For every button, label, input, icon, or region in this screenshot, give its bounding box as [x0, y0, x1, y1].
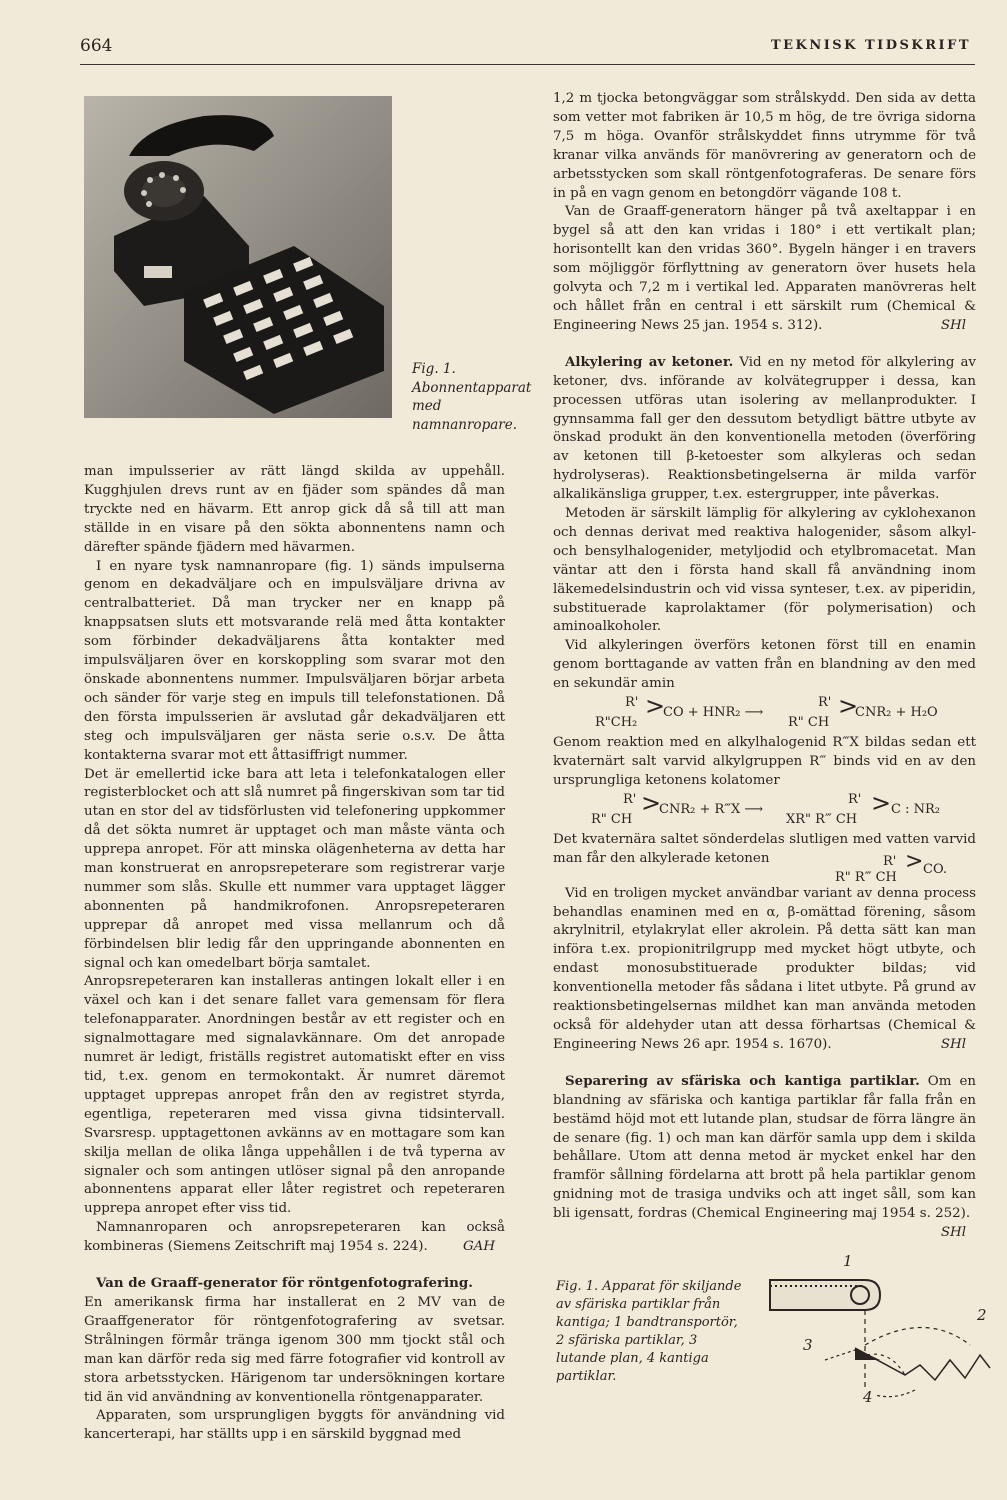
paragraph: Namnanroparen och anropsrepeteraren kan också kombineras (Siemens Zeitschrift maj 1954 s. 224). GAH [84, 1219, 505, 1257]
author-signature: GAH [462, 1239, 495, 1255]
label-1: 1 [843, 1252, 853, 1270]
paragraph: Anropsrepeteraren kan installeras antingen lokalt eller i en växel och kan i det senare fallet vara gemensam för flera telefonapparater. Anordningen består av ett register och en signalmottagare med signalavkännare. Om det anropade numret är ledigt, friställs registret automatiskt efter en viss tid, t.ex. genom en termokontakt. Är numret däremot upptaget upprepas anropet från den av registret styrda, egentliga, repeteraren med vissa givna tidsintervall. Svarsresp. upptagettonen avkänns av en mottagare som kan skilja mellan de olika långa uppehållen i de två typerna av signaler och som antingen utlöser signal på den anropande abonnentens apparat eller låter registret och repeteraren upprepa anropet efter viss tid. [84, 974, 505, 1217]
formula-quaternary-salt: R' R" CH > CNR₂ + R‴X ⟶ R' XR" R‴ CH > C : NR₂ [591, 788, 940, 827]
paragraph: Vid en troligen mycket användbar variant av denna process behandlas enaminen med en α, β-omättad förening, såsom akrylnitril, etylakrylat eller akrolein. På detta sätt kan man införa t.ex. propionitrilgrupp med mycket högt utbyte, och endast monosubstituerade produkter bildas; vid konventionella metoder fås sådana i litet utbyte. På grund av reaktionsbetingelsernas mildhet kan man använda metoden också för aldehyder utan att dessa förhartsas (Chemical & Engineering News 26 apr. 1954 s. 1670). SHl [553, 885, 976, 1055]
paragraph: 1,2 m tjocka betongväggar som strålskydd. Den sida av detta som vetter mot fabriken är 10,5 m hög, de tre övriga sidorna 7,5 m höga. Ovanför strålskyddet finns utrymme för två kranar vilka används för manövrering av generatorn och de arbetsstycken som skall röntgenfotograferas. De senare förs in på en vagn genom en betongdörr vägande 108 t. [553, 91, 976, 201]
author-signature: SHl [940, 317, 966, 333]
paragraph: Metoden är särskilt lämplig för alkylering av cyklohexanon och dennas derivat med reaktiva halogenider, såsom alkyl- och bensylhalogenider, metyljodid och etylbromacetat. Man väntar att den i första hand skall få användning inom läkemedelsindustrin och vid vissa synteser, t.ex. av piperidin, substituerade kaprolaktamer (för polymerisation) och aminoalkoholer. [553, 506, 976, 635]
figure-caption: Fig. 1. Apparat för skiljande av sfäriska partiklar från kantiga; 1 bandtransportör, 2 sfäriska partiklar, 3 lutande plan, 4 kantiga partiklar. [556, 1279, 742, 1384]
label-3: 3 [803, 1336, 813, 1354]
article-lead: Separering av sfäriska och kantiga partiklar. Om en blandning av sfäriska och kantiga partiklar får falla från en bestämd höjd mot ett lutande plan, studsar de förra längre än de senare (fig. 1) och man kan därför samla upp dem i skilda behållare. Utom att denna metod är mycket enkel har den framför sållning fördelarna att brott på hela partiklar genom gnidning mot de trasiga undviks och att inget såll, som kan bli igensatt, fordras (Chemical Engineering maj 1954 s. 252). SHl [553, 1072, 976, 1224]
paragraph: Genom reaktion med en alkylhalogenid R‴X bildas sedan ett kvaternärt salt varvid alkylgruppen R‴ binds vid en av den ursprungliga ketonens kolatomer [553, 735, 976, 788]
right-column [553, 90, 976, 1243]
paragraph: Apparaten, som ursprungligen byggts för användning vid kancerterapi, har ställts upp i en särskild byggnad med [84, 1408, 505, 1443]
formula-alkylated-ketone: R' R" R‴ CH > CO. [835, 848, 947, 885]
figure-caption: Fig. 1. Abonnentapparat med namnanropare. [412, 361, 532, 433]
left-column [84, 463, 505, 1445]
paragraph: Det är emellertid icke bara att leta i telefonkatalogen eller registerblocket och att slå numret på fingerskivan som tar tid utan en stor del av tidsförlusten vid telefonering uppkommer då det sökta numret är upptaget och man måste vänta och upprepa anropet. För att minska olägenheterna av detta har man konstruerat en anropsrepeterare som registrerar varje nummer som slås. Skulle ett nummer vara upptaget lägger abonnenten på handmikrofonen. Anropsrepeteraren upprepar då anropet med vissa mellanrum och då förbindelsen blir ledig får den uppringande abonnenten en signal och kan omedelbart börja samtalet. [84, 766, 505, 971]
formula-enamine: R' R"CH₂ > CO + HNR₂ ⟶ R' R" CH > CNR₂ + H₂O [595, 692, 938, 731]
article-heading: Separering av sfäriska och kantiga partiklar. [565, 1072, 920, 1089]
paragraph: man impulsserier av rätt längd skilda av uppehåll. Kugghjulen drevs runt av en fjäder som spändes då man tryckte ned en hävarm. Ett anrop gick då så till att man ställde in en visare på den sökta abonnentens namn och därefter spände fjädern med hävarmen. [84, 464, 505, 555]
label-2: 2 [977, 1306, 987, 1324]
paragraph: I en nyare tysk namnanropare (fig. 1) sänds impulserna genom en dekadväljare och en impulsväljare drivna av centralbatteriet. Då man trycker ner en knapp på knappsatsen sluts ett motsvarande relä med åtta kontakter som förbinder dekadväljarens åtta kontakter med impulsväljaren över en korskoppling som svarar mot den önskade abonnentens nummer. Impulsväljaren börjar arbeta och sänder för varje steg en impuls till telefonstationen. Då den första impulsserien är avslutad går dekadväljaren ett steg och impulsväljaren ger nästa serie o.s.v. De åtta kontakterna svarar mot ett åttasiffrigt nummer. [84, 558, 505, 763]
article-heading: Alkylering av ketoner. [565, 353, 734, 370]
separator-diagram [755, 1250, 995, 1405]
paragraph: Det kvaternära saltet sönderdelas slutligen med vatten varvid man får den alkylerade ketonen [553, 831, 976, 866]
paragraph: Vid alkyleringen överförs ketonen först till en enamin genom borttagande av vatten från en blandning av den med en sekundär amin [553, 638, 976, 692]
page-header [80, 34, 975, 65]
paragraph: En amerikansk firma har installerat en 2 MV van de Graaffgenerator för röntgenfotografering av svetsar. Strålningen förmår tränga igenom 300 mm tjockt stål och man kan därför reda sig med färre fotografier vid kontroll av stora arbetsstycken. Härigenom tar undersökningen kortare tid än vid användning av konventionella röntgenapparater. [84, 1294, 505, 1405]
author-signature: SHl [940, 1225, 966, 1241]
article-lead: Alkylering av ketoner. Vid en ny metod för alkylering av ketoner, dvs. införande av kolvätegrupper i dessa, kan processen utföras utan isolering av mellanprodukter. I gynnsamma fall ger den dessutom betydligt bättre utbyte av önskad produkt än den konventionella metoden (överföring av ketonen till β-ketoester som alkyleras och sedan hydrolyseras). Reaktionsbetingelserna är milda varför alkalikänsliga grupper, t.ex. estergrupper, inte påverkas. [553, 353, 976, 503]
author-signature: SHl [940, 1036, 966, 1052]
label-4: 4 [863, 1388, 873, 1405]
paragraph: Van de Graaff-generatorn hänger på två axeltappar i en bygel så att den kan vridas i 180° i ett vertikalt plan; horisontellt kan den vridas 360°. Bygeln hänger i en travers som möjliggör förflyttning av generatorn över husets hela golvyta och 7,2 m i vertikal led. Apparaten manövreras helt och hållet från en central i ett särskilt rum (Chemical & Engineering News 25 jan. 1954 s. 312). SHl [553, 203, 976, 335]
page-number: 664 [80, 36, 113, 56]
article-heading: Van de Graaff-generator för röntgenfotografering. [96, 1275, 473, 1292]
article-lead [84, 1274, 505, 1294]
telephone-photo [84, 96, 392, 418]
journal-title: TEKNISK TIDSKRIFT [770, 38, 971, 53]
